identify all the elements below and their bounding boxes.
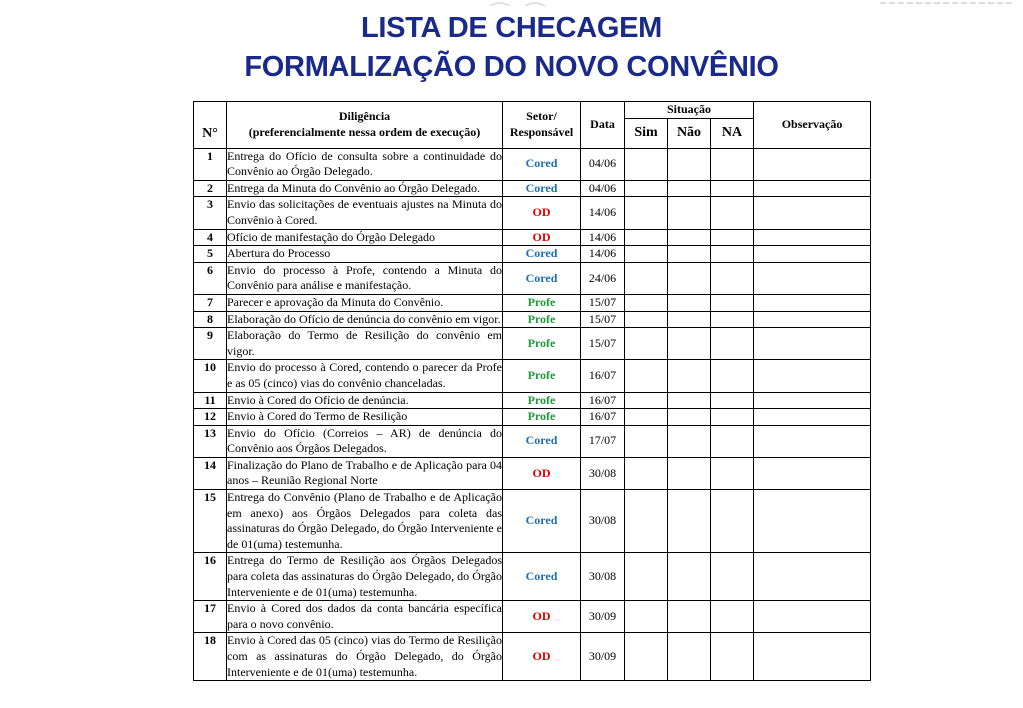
table-row xyxy=(194,409,871,426)
row-observacao-cell xyxy=(754,633,871,681)
row-setor: Cored xyxy=(503,553,581,601)
table-row xyxy=(194,294,871,311)
row-data: 04/06 xyxy=(581,180,625,197)
row-observacao-cell xyxy=(754,246,871,263)
table-row xyxy=(194,262,871,294)
row-diligencia: Entrega do Convênio (Plano de Trabalho e de Aplicação em anexo) aos Órgãos Delegados para coleta das assinaturas do Órgão Delegado, do Órgão Interveniente e de 01(uma) testemunha. xyxy=(227,490,503,553)
row-sim-cell xyxy=(625,262,668,294)
row-diligencia: Envio do processo à Profe, contendo a Minuta do Convênio para análise e manifestação. xyxy=(227,262,503,294)
row-observacao-cell xyxy=(754,425,871,457)
row-sim-cell xyxy=(625,148,668,180)
row-setor: Cored xyxy=(503,262,581,294)
row-number: 10 xyxy=(194,360,227,392)
table-row xyxy=(194,148,871,180)
row-sim-cell xyxy=(625,457,668,489)
row-sim-cell xyxy=(625,311,668,328)
row-nao-cell xyxy=(668,229,711,246)
table-row xyxy=(194,457,871,489)
row-data: 14/06 xyxy=(581,197,625,229)
row-na-cell xyxy=(711,229,754,246)
row-setor: Cored xyxy=(503,490,581,553)
row-number: 5 xyxy=(194,246,227,263)
header-sim: Sim xyxy=(625,118,668,148)
table-row xyxy=(194,633,871,681)
row-na-cell xyxy=(711,360,754,392)
row-observacao-cell xyxy=(754,262,871,294)
table-row xyxy=(194,553,871,601)
row-nao-cell xyxy=(668,294,711,311)
table-row xyxy=(194,180,871,197)
table-body xyxy=(194,148,871,681)
row-observacao-cell xyxy=(754,148,871,180)
row-observacao-cell xyxy=(754,392,871,409)
row-observacao-cell xyxy=(754,601,871,633)
table-row xyxy=(194,311,871,328)
row-setor: Profe xyxy=(503,311,581,328)
row-number: 17 xyxy=(194,601,227,633)
row-data: 15/07 xyxy=(581,311,625,328)
row-diligencia: Parecer e aprovação da Minuta do Convênio. xyxy=(227,294,503,311)
row-setor: Profe xyxy=(503,360,581,392)
row-diligencia: Envio à Cored das 05 (cinco) vias do Termo de Resilição com as assinaturas do Órgão Delegado, do Órgão Interveniente e de 01(uma) testemunha. xyxy=(227,633,503,681)
row-nao-cell xyxy=(668,180,711,197)
row-observacao-cell xyxy=(754,311,871,328)
row-diligencia: Envio à Cored dos dados da conta bancária específica para o novo convênio. xyxy=(227,601,503,633)
row-number: 1 xyxy=(194,148,227,180)
row-na-cell xyxy=(711,262,754,294)
row-number: 9 xyxy=(194,328,227,360)
header-na: NA xyxy=(711,118,754,148)
table-row xyxy=(194,601,871,633)
row-number: 3 xyxy=(194,197,227,229)
row-nao-cell xyxy=(668,633,711,681)
header-data: Data xyxy=(581,102,625,149)
row-setor: Profe xyxy=(503,392,581,409)
row-diligencia: Entrega do Ofício de consulta sobre a continuidade do Convênio ao Órgão Delegado. xyxy=(227,148,503,180)
row-data: 15/07 xyxy=(581,328,625,360)
row-nao-cell xyxy=(668,262,711,294)
row-diligencia: Finalização do Plano de Trabalho e de Aplicação para 04 anos – Reunião Regional Norte xyxy=(227,457,503,489)
row-na-cell xyxy=(711,197,754,229)
row-observacao-cell xyxy=(754,180,871,197)
row-observacao-cell xyxy=(754,490,871,553)
header-nao: Não xyxy=(668,118,711,148)
row-observacao-cell xyxy=(754,457,871,489)
row-data: 15/07 xyxy=(581,294,625,311)
row-diligencia: Abertura do Processo xyxy=(227,246,503,263)
checklist-table xyxy=(193,101,871,681)
row-sim-cell xyxy=(625,246,668,263)
row-diligencia: Envio à Cored do Termo de Resilição xyxy=(227,409,503,426)
row-na-cell xyxy=(711,246,754,263)
row-setor: Profe xyxy=(503,328,581,360)
row-sim-cell xyxy=(625,328,668,360)
row-number: 13 xyxy=(194,425,227,457)
row-na-cell xyxy=(711,425,754,457)
row-number: 14 xyxy=(194,457,227,489)
row-nao-cell xyxy=(668,409,711,426)
row-na-cell xyxy=(711,633,754,681)
row-number: 4 xyxy=(194,229,227,246)
row-setor: Cored xyxy=(503,246,581,263)
row-nao-cell xyxy=(668,601,711,633)
row-setor: OD xyxy=(503,197,581,229)
row-sim-cell xyxy=(625,180,668,197)
row-diligencia: Elaboração do Ofício de denúncia do convênio em vigor. xyxy=(227,311,503,328)
row-setor: OD xyxy=(503,633,581,681)
row-setor: Profe xyxy=(503,294,581,311)
row-data: 30/09 xyxy=(581,633,625,681)
row-observacao-cell xyxy=(754,229,871,246)
top-right-decoration xyxy=(880,0,1020,6)
page-title-line-1: LISTA DE CHECAGEM xyxy=(360,12,662,44)
row-sim-cell xyxy=(625,229,668,246)
row-diligencia: Ofício de manifestação do Órgão Delegado xyxy=(227,229,503,246)
table-row xyxy=(194,490,871,553)
table-row xyxy=(194,328,871,360)
row-sim-cell xyxy=(625,490,668,553)
row-sim-cell xyxy=(625,392,668,409)
row-data: 24/06 xyxy=(581,262,625,294)
row-setor: OD xyxy=(503,601,581,633)
row-diligencia: Envio do Ofício (Correios – AR) de denúncia do Convênio aos Órgãos Delegados. xyxy=(227,425,503,457)
row-diligencia: Envio do processo à Cored, contendo o parecer da Profe e as 05 (cinco) vias do convênio chanceladas. xyxy=(227,360,503,392)
row-na-cell xyxy=(711,311,754,328)
row-nao-cell xyxy=(668,392,711,409)
row-data: 14/06 xyxy=(581,246,625,263)
row-sim-cell xyxy=(625,633,668,681)
row-nao-cell xyxy=(668,425,711,457)
row-na-cell xyxy=(711,148,754,180)
row-na-cell xyxy=(711,392,754,409)
row-data: 30/09 xyxy=(581,601,625,633)
row-data: 30/08 xyxy=(581,553,625,601)
row-setor: OD xyxy=(503,229,581,246)
row-na-cell xyxy=(711,180,754,197)
table-row xyxy=(194,425,871,457)
row-na-cell xyxy=(711,328,754,360)
row-observacao-cell xyxy=(754,197,871,229)
row-nao-cell xyxy=(668,490,711,553)
row-sim-cell xyxy=(625,553,668,601)
row-number: 7 xyxy=(194,294,227,311)
row-data: 16/07 xyxy=(581,360,625,392)
header-situacao: Situação xyxy=(625,102,754,119)
page-title-line-2: FORMALIZAÇÃO DO NOVO CONVÊNIO xyxy=(244,51,779,83)
row-nao-cell xyxy=(668,553,711,601)
row-observacao-cell xyxy=(754,409,871,426)
row-data: 04/06 xyxy=(581,148,625,180)
row-nao-cell xyxy=(668,246,711,263)
row-diligencia: Entrega da Minuta do Convênio ao Órgão Delegado. xyxy=(227,180,503,197)
table-row xyxy=(194,360,871,392)
row-na-cell xyxy=(711,457,754,489)
row-sim-cell xyxy=(625,360,668,392)
row-number: 8 xyxy=(194,311,227,328)
row-data: 17/07 xyxy=(581,425,625,457)
row-number: 15 xyxy=(194,490,227,553)
header-observacao: Observação xyxy=(754,102,871,149)
row-data: 16/07 xyxy=(581,409,625,426)
row-number: 18 xyxy=(194,633,227,681)
row-observacao-cell xyxy=(754,553,871,601)
row-na-cell xyxy=(711,294,754,311)
row-diligencia: Entrega do Termo de Resilição aos Órgãos Delegados para coleta das assinaturas do Órgão Delegado, do Órgão Interveniente e de 01(uma) testemunha. xyxy=(227,553,503,601)
header-setor: Setor/ Responsável xyxy=(503,102,581,149)
row-na-cell xyxy=(711,409,754,426)
row-diligencia: Elaboração do Termo de Resilição do convênio em vigor. xyxy=(227,328,503,360)
table-row xyxy=(194,229,871,246)
row-nao-cell xyxy=(668,311,711,328)
table-row xyxy=(194,392,871,409)
row-diligencia: Envio das solicitações de eventuais ajustes na Minuta do Convênio à Cored. xyxy=(227,197,503,229)
row-nao-cell xyxy=(668,457,711,489)
row-sim-cell xyxy=(625,425,668,457)
row-number: 16 xyxy=(194,553,227,601)
row-number: 11 xyxy=(194,392,227,409)
row-na-cell xyxy=(711,553,754,601)
row-number: 6 xyxy=(194,262,227,294)
row-setor: Cored xyxy=(503,425,581,457)
row-nao-cell xyxy=(668,148,711,180)
header-diligencia: Diligência (preferencialmente nessa ordem de execução) xyxy=(227,102,503,149)
row-setor: Cored xyxy=(503,148,581,180)
row-setor: OD xyxy=(503,457,581,489)
row-observacao-cell xyxy=(754,328,871,360)
row-nao-cell xyxy=(668,197,711,229)
row-na-cell xyxy=(711,490,754,553)
row-setor: Profe xyxy=(503,409,581,426)
row-data: 30/08 xyxy=(581,457,625,489)
row-sim-cell xyxy=(625,409,668,426)
row-observacao-cell xyxy=(754,360,871,392)
row-number: 2 xyxy=(194,180,227,197)
top-decoration xyxy=(480,0,570,6)
row-data: 14/06 xyxy=(581,229,625,246)
row-sim-cell xyxy=(625,294,668,311)
header-number: N° xyxy=(194,102,227,149)
row-nao-cell xyxy=(668,360,711,392)
row-sim-cell xyxy=(625,601,668,633)
row-setor: Cored xyxy=(503,180,581,197)
row-nao-cell xyxy=(668,328,711,360)
row-observacao-cell xyxy=(754,294,871,311)
table-row xyxy=(194,246,871,263)
row-number: 12 xyxy=(194,409,227,426)
row-diligencia: Envio à Cored do Ofício de denúncia. xyxy=(227,392,503,409)
table-row xyxy=(194,197,871,229)
row-data: 16/07 xyxy=(581,392,625,409)
row-sim-cell xyxy=(625,197,668,229)
row-na-cell xyxy=(711,601,754,633)
row-data: 30/08 xyxy=(581,490,625,553)
